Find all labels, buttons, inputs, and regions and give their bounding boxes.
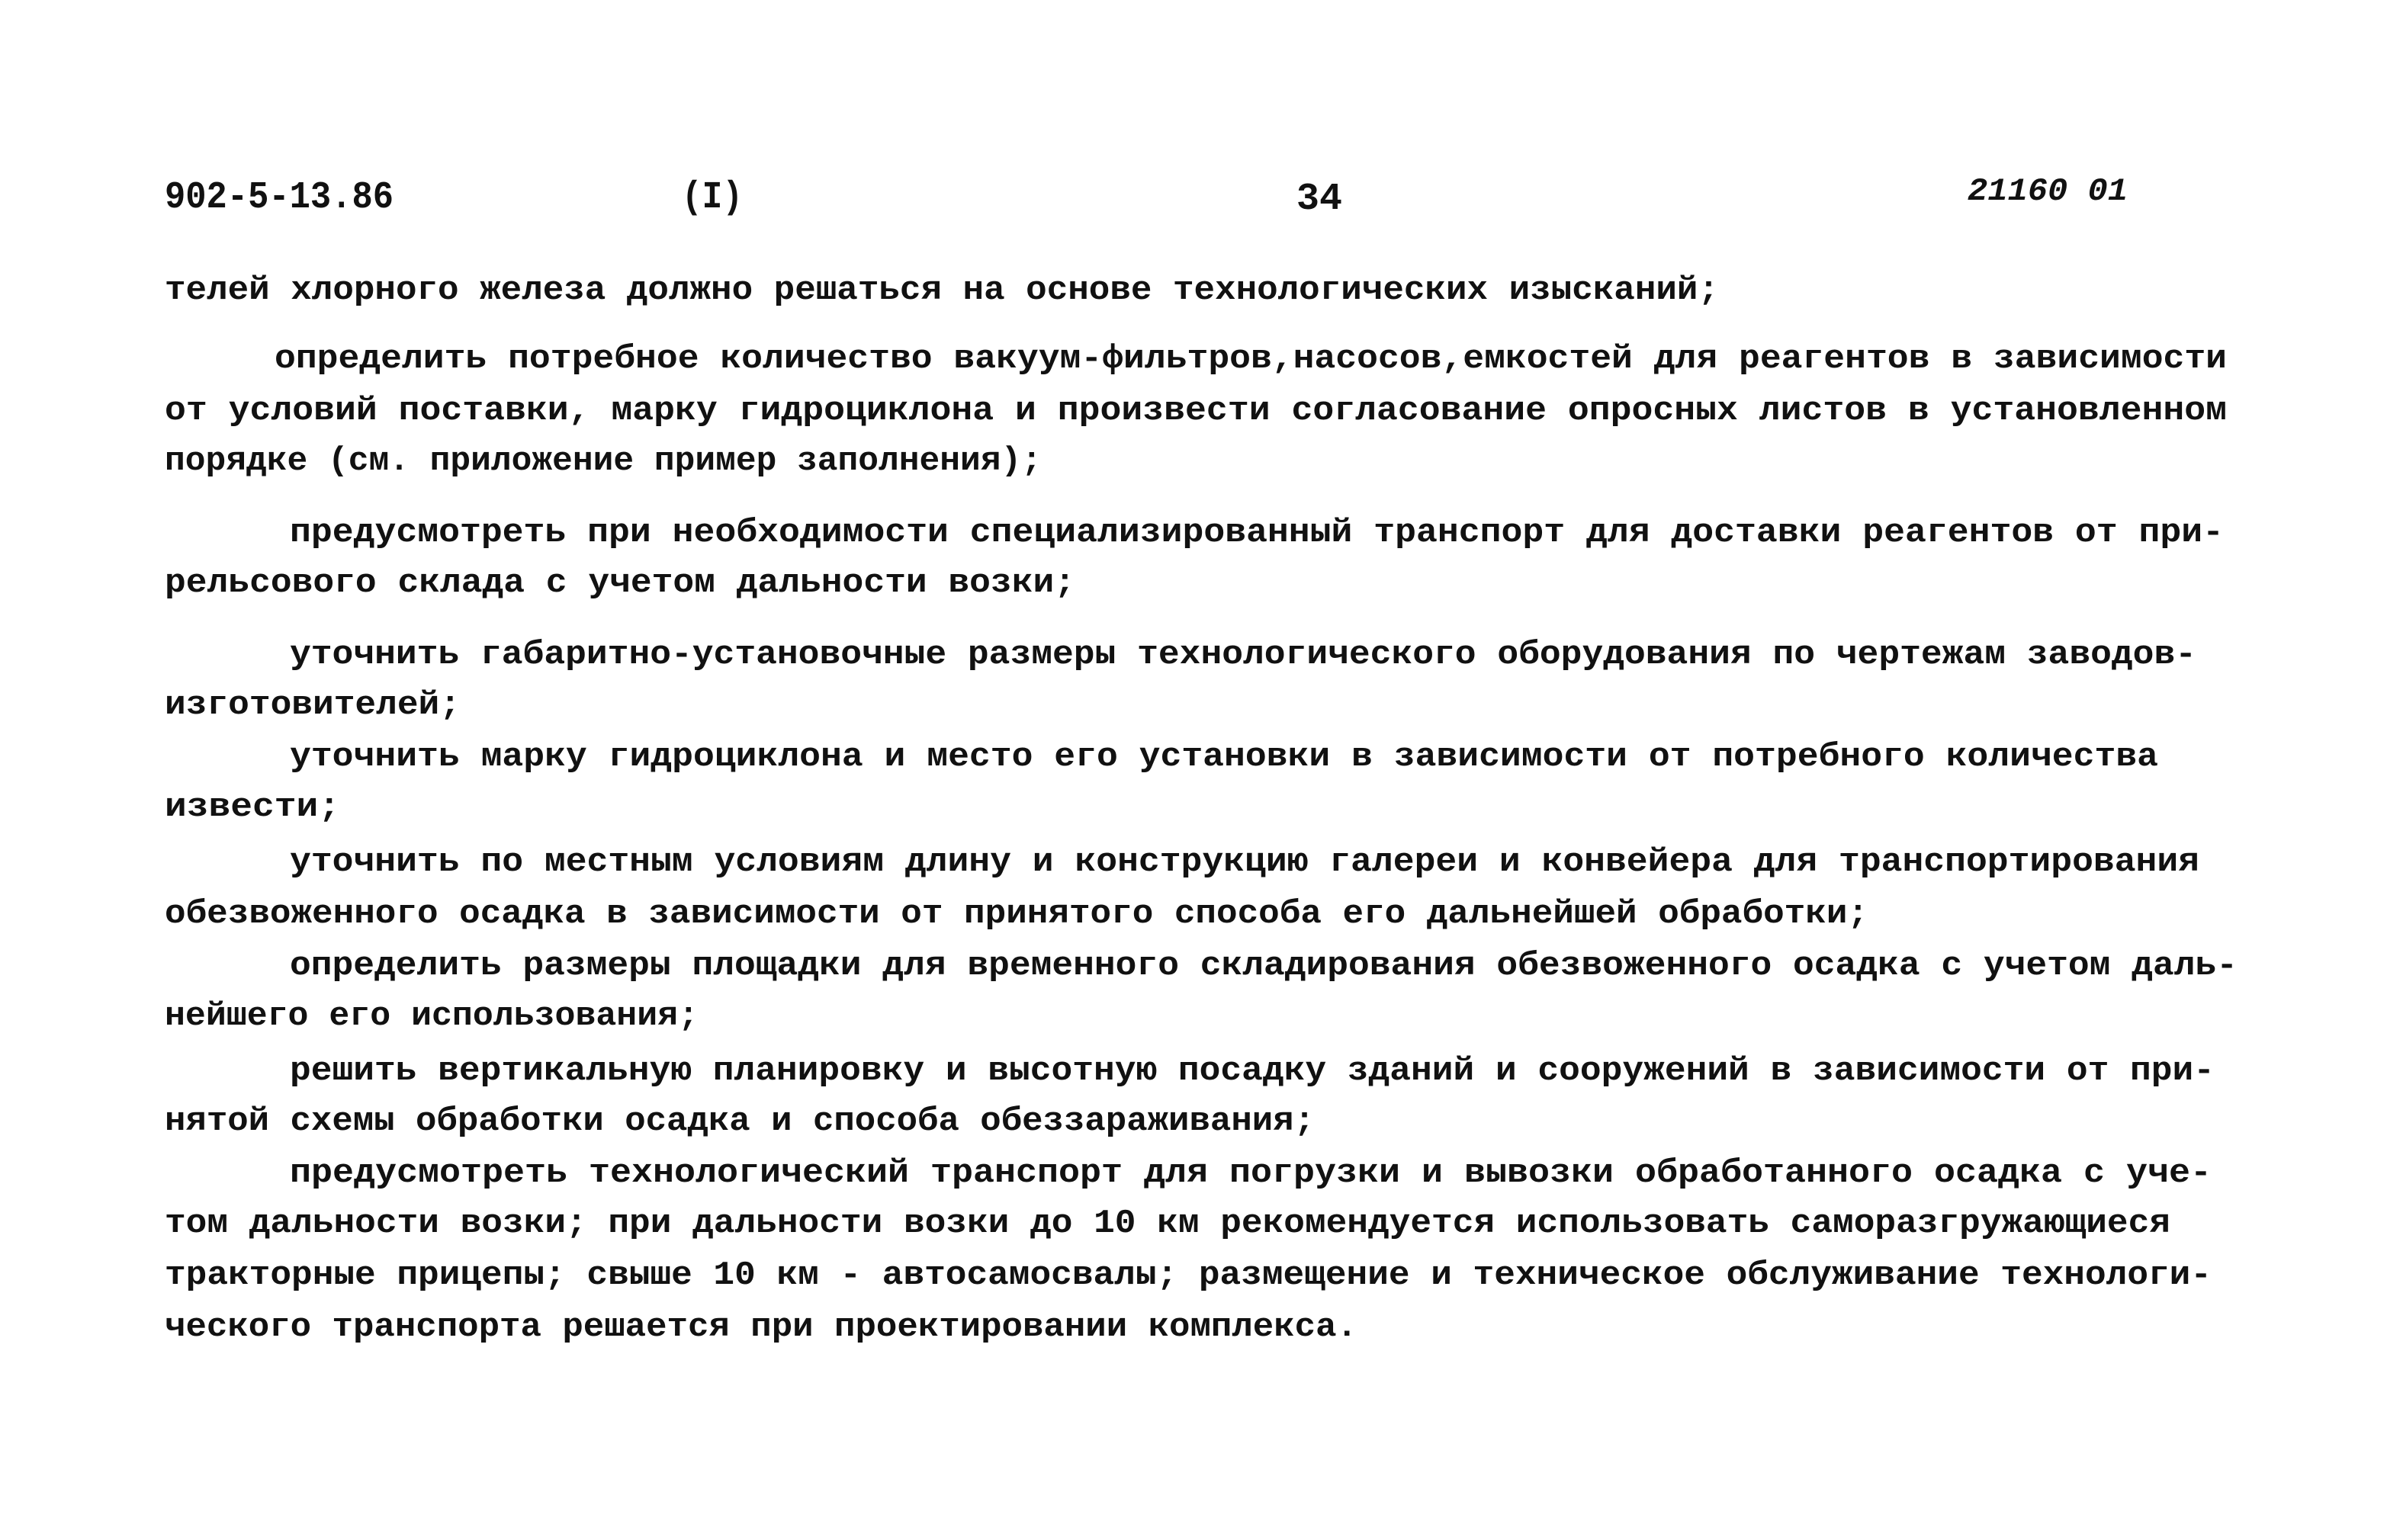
text-line: уточнить по местным условиям длину и конструкцию галереи и конвейера для транспортирования <box>290 843 2199 881</box>
text-line: нейшего его использования; <box>165 997 699 1035</box>
text-line: определить потребное количество вакуум-фильтров,насосов,емкостей для реагентов в зависимости <box>275 340 2227 378</box>
text-line: уточнить габаритно-установочные размеры технологического оборудования по чертежам заводов- <box>290 636 2196 674</box>
text-line: извести; <box>165 788 340 826</box>
text-line: уточнить марку гидроциклона и место его установки в зависимости от потребного количества <box>290 738 2158 776</box>
text-line: рельсового склада с учетом дальности возки; <box>165 564 1075 602</box>
text-line: предусмотреть при необходимости специализированный транспорт для доставки реагентов от при- <box>290 514 2224 552</box>
text-line: телей хлорного железа должно решаться на основе технологических изысканий; <box>165 271 1719 310</box>
text-line: обезвоженного осадка в зависимости от принятого способа его дальнейшей обработки; <box>165 895 1868 933</box>
page-number: 34 <box>1296 178 1342 221</box>
inventory-number: 21160 01 <box>1968 173 2128 210</box>
text-line: тракторные прицепы; свыше 10 км - автосамосвалы; размещение и техническое обслуживание технологи- <box>165 1256 2212 1295</box>
document-code: 902-5-13.86 <box>165 176 394 220</box>
text-line: определить размеры площадки для временного складирования обезвоженного осадка с учетом даль- <box>290 947 2238 985</box>
text-line: от условий поставки, марку гидроциклона и произвести согласование опросных листов в установленном <box>165 392 2227 430</box>
text-line: нятой схемы обработки осадка и способа обеззараживания; <box>165 1102 1315 1141</box>
text-line: том дальности возки; при дальности возки до 10 км рекомендуется использовать саморазгружающиеся <box>165 1205 2170 1243</box>
text-line: предусмотреть технологический транспорт для погрузки и вывозки обработанного осадка с уче- <box>290 1154 2212 1192</box>
text-line: порядке (см. приложение пример заполнения); <box>165 442 1042 480</box>
part-number: (I) <box>682 176 743 220</box>
text-line: изготовителей; <box>165 686 461 724</box>
text-line: ческого транспорта решается при проектировании комплекса. <box>165 1308 1357 1346</box>
text-line: решить вертикальную планировку и высотную посадку зданий и сооружений в зависимости от при- <box>290 1052 2215 1090</box>
